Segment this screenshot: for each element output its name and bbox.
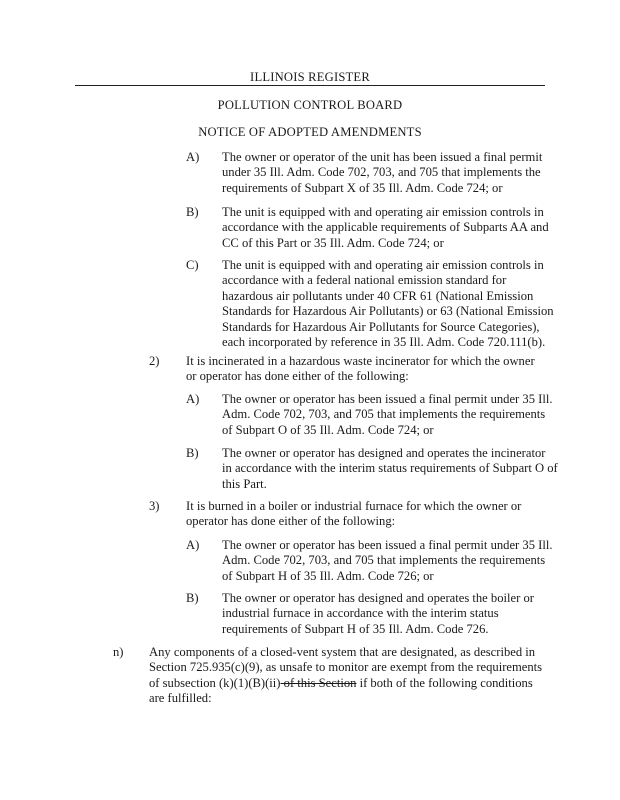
item-a2-label: A) xyxy=(186,392,200,406)
item-a1-label: A) xyxy=(186,150,200,164)
item-a3-label: A) xyxy=(186,538,200,552)
item-b2-label: B) xyxy=(186,446,199,460)
item-3-label: 3) xyxy=(149,499,160,513)
notice-title: NOTICE OF ADOPTED AMENDMENTS xyxy=(198,125,422,139)
item-n-label: n) xyxy=(113,645,124,659)
item-a2-text: The owner or operator has been issued a final permit under 35 Ill. Adm. Code 702, 703, and 705 that implements the requirements of Subpart O of 35 Ill. Adm. Code 724; or xyxy=(222,392,553,437)
item-a3-text: The owner or operator has been issued a final permit under 35 Ill. Adm. Code 702, 703, and 705 that implements the requirements of Subpart H of 35 Ill. Adm. Code 726; or xyxy=(222,538,553,583)
item-n-struck-text: of this Section xyxy=(280,675,357,690)
item-n-text xyxy=(149,645,547,707)
item-2-label: 2) xyxy=(149,354,160,368)
item-2-text: It is incinerated in a hazardous waste incinerator for which the owner or operator has done either of the following: xyxy=(186,354,535,384)
item-b1-label: B) xyxy=(186,205,199,219)
item-b1-text: The unit is equipped with and operating air emission controls in accordance with the applicable requirements of Subparts AA and CC of this Part or 35 Ill. Adm. Code 724; or xyxy=(222,205,549,250)
item-3-text: It is burned in a boiler or industrial furnace for which the owner or operator has done either of the following: xyxy=(186,499,522,529)
item-n-text-after: if both of the following conditions are fulfilled: xyxy=(149,675,533,706)
item-c1-text: The unit is equipped with and operating air emission controls in accordance with a federal national emission standard for hazardous air pollutants under 40 CFR 61 (National Emission Standards for Hazardous Air Pollutants) or 63 (National Emission Standards for Hazardous Air Pollutants for Source Categories), each incorporated by reference in 35 Ill. Adm. Code 720.111(b). xyxy=(222,258,554,350)
item-b2-text: The owner or operator has designed and operates the incinerator in accordance with the interim status requirements of Subpart O of this Part. xyxy=(222,446,558,491)
register-title: ILLINOIS REGISTER xyxy=(250,70,370,84)
item-a1-text: The owner or operator of the unit has been issued a final permit under 35 Ill. Adm. Code 702, 703, and 705 that implements the requirements of Subpart X of 35 Ill. Adm. Code 724; or xyxy=(222,150,543,195)
item-c1-label: C) xyxy=(186,258,199,272)
item-b3-label: B) xyxy=(186,591,199,605)
board-title: POLLUTION CONTROL BOARD xyxy=(217,98,403,112)
item-b3-text: The owner or operator has designed and operates the boiler or industrial furnace in accordance with the interim status requirements of Subpart H of 35 Ill. Adm. Code 726. xyxy=(222,591,534,636)
item-n-text-before: Any components of a closed-vent system that are designated, as described in Section 725.935(c)(9), as unsafe to monitor are exempt from the requirements of subsection (k)(1)(B)(ii) xyxy=(149,645,543,690)
